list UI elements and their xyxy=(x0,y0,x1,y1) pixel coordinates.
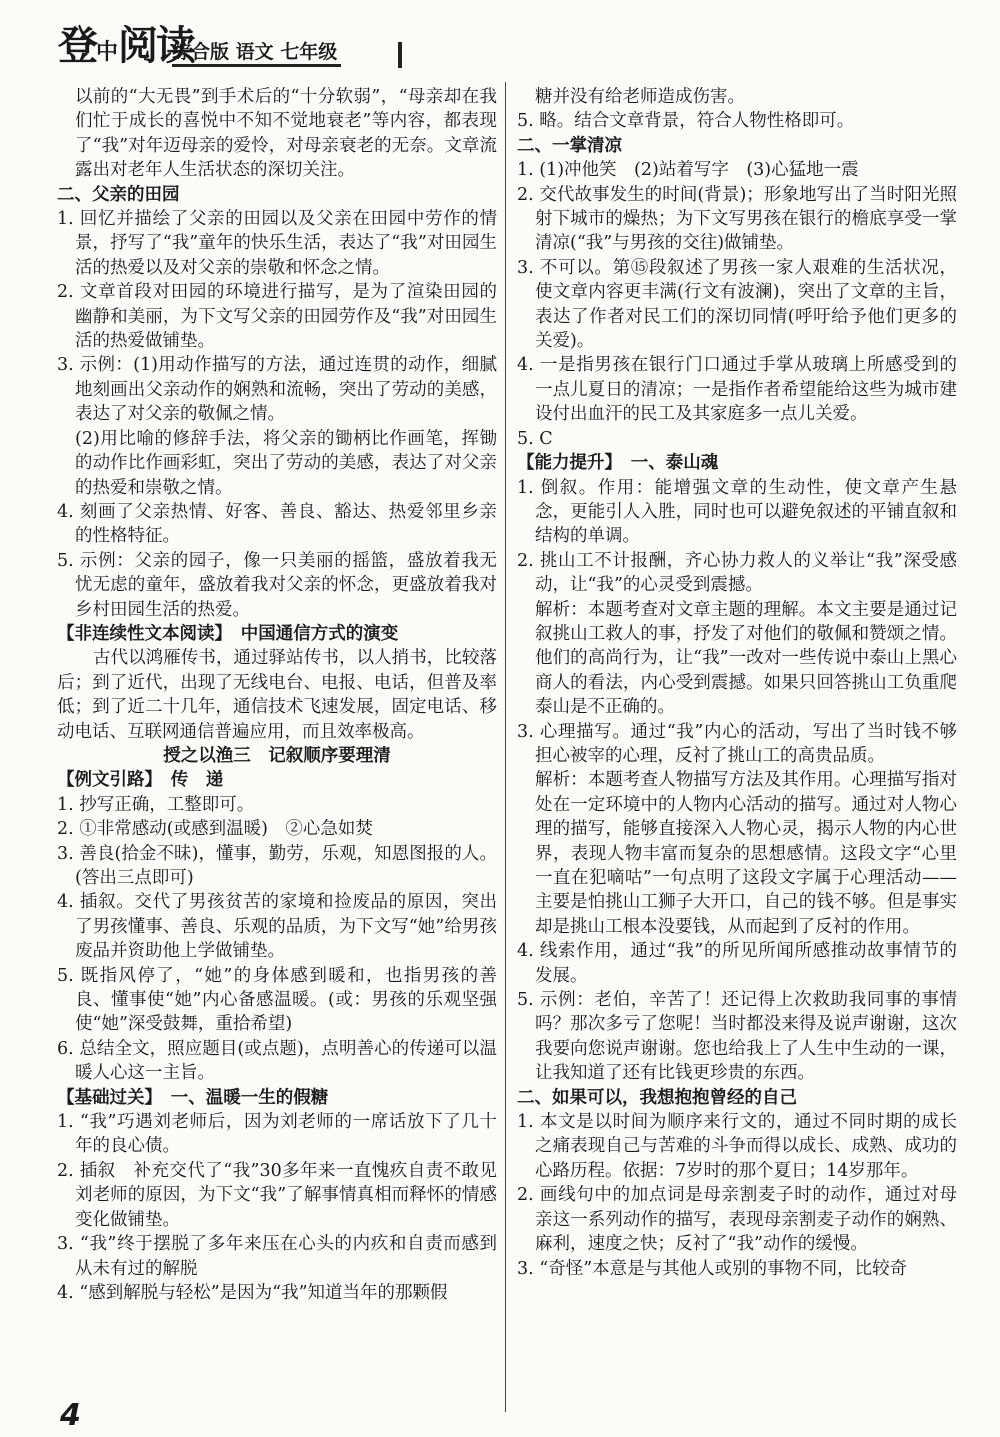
answer-line: 二、如果可以，我想抱抱曾经的自己 xyxy=(517,1087,797,1108)
answer-line: 3. 不可以。第⑮段叙述了男孩一家人艰难的生活状况，使文章内容更丰满(行文有波澜)，突出了文章的主旨，表达了作者对民工们的深切同情(呼吁给予他们更多的关爱)。 xyxy=(517,257,957,352)
answer-line: 2. 挑山工不计报酬，齐心协力救人的义举让“我”深受感动，让“我”的心灵受到震撼。 xyxy=(517,550,957,596)
answer-line: 4. 一是指男孩在银行门口通过手掌从玻璃上所感受到的一点儿夏日的清凉；一是指作者希望能给这些为城市建设付出血汗的民工及其家庭多一点儿关爱。 xyxy=(517,355,957,425)
answer-line: 2. ①非常感动(或感到温暖) ②心急如焚 xyxy=(57,819,373,840)
answer-line: 【基础过关】 一、温暖一生的假糖 xyxy=(57,1087,329,1108)
answer-line: 1. 回忆并描绘了父亲的田园以及父亲在田园中劳作的情景，抒写了“我”童年的快乐生活，表达了“我”对田园生活的热爱以及对父亲的崇敬和怀念之情。 xyxy=(57,209,497,278)
answer-line: 1. “我”巧遇刘老师后，因为刘老师的一席话放下了几十年的良心债。 xyxy=(57,1112,497,1157)
answer-line: 4. 插叙。交代了男孩贫苦的家境和捡废品的原因，突出了男孩懂事、善良、乐观的品质，为下文写“她”给男孩废品并资助他上学做铺垫。 xyxy=(57,892,497,962)
column-divider xyxy=(505,82,506,1412)
answer-line: 二、父亲的田园 xyxy=(57,184,180,205)
answer-line: 1. 倒叙。作用：能增强文章的生动性，使文章产生悬念，更能引人入胜，同时也可以避免叙述的平铺直叙和结构的单调。 xyxy=(517,477,957,547)
answer-line: 4. “感到解脱与轻松”是因为“我”知道当年的那颗假 xyxy=(57,1282,448,1303)
answer-line: (2)用比喻的修辞手法，将父亲的锄柄比作画笔，挥锄的动作比作画彩虹，突出了劳动的美感，表达了对父亲的热爱和崇敬之情。 xyxy=(75,428,497,498)
answer-line: 1. 本文是以时间为顺序来行文的，通过不同时期的成长之痛表现自己与苦难的斗争而得以成长、成熟、成功的心路历程。依据：7岁时的那个夏日；14岁那年。 xyxy=(517,1112,957,1181)
answer-line: 解析：本题考查对文章主题的理解。本文主要是通过记叙挑山工救人的事，抒发了对他们的敬佩和赞颂之情。他们的高尚行为，让“我”一改对一些传说中泰山上黑心商人的看法，内心受到震撼。如果只回答挑山工负重爬泰山是不正确的。 xyxy=(535,599,957,718)
answer-line: 3. 示例：(1)用动作描写的方法，通过连贯的动作，细腻地刻画出父亲动作的娴熟和流畅，突出了劳动的美感，表达了对父亲的敬佩之情。 xyxy=(57,355,497,425)
answer-line: 6. 总结全文，照应题目(或点题)，点明善心的传递可以温暖人心这一主旨。 xyxy=(57,1038,497,1084)
answer-line: 5. 示例：父亲的园子，像一只美丽的摇篮，盛放着我无忧无虑的童年，盛放着我对父亲的怀念，更盛放着我对乡村田园生活的热爱。 xyxy=(57,550,497,620)
series-logo: 登中阅读 xyxy=(58,22,195,69)
page-number: 4 xyxy=(60,1398,81,1433)
book-edition-label: 综合版 语文 七年级 xyxy=(172,40,341,67)
left-column xyxy=(57,85,497,1305)
answer-line: 3. 善良(拾金不昧)，懂事，勤劳，乐观，知恩图报的人。(答出三点即可) xyxy=(57,843,497,888)
answer-line: 解析：本题考查人物描写方法及其作用。心理描写指对处在一定环境中的人物内心活动的描写。通过对人物心理的描写，能够直接深入人物心灵，揭示人物的内心世界，表现人物丰富而复杂的思想感情。这段文字“心里一直在犯嘀咕”一句点明了这段文字属于心理活动——主要是怕挑山工狮子大开口，自己的钱不够。但是事实却是挑山工根本没要钱，从而起到了反衬的作用。 xyxy=(535,770,957,937)
page-header xyxy=(58,20,348,75)
answer-line: 【能力提升】 一、泰山魂 xyxy=(517,453,719,474)
answer-line: 1. 抄写正确，工整即可。 xyxy=(57,794,255,815)
answer-line: 4. 刻画了父亲热情、好客、善良、豁达、热爱邻里乡亲的性格特征。 xyxy=(57,501,497,547)
header-bar xyxy=(398,42,402,68)
answer-line: 4. 线索作用，通过“我”的所见所闻所感推动故事情节的发展。 xyxy=(517,941,957,986)
answer-line: 2. 插叙 补充交代了“我”30多年来一直愧疚自责不敢见刘老师的原因，为下文“我”了解事情真相而释怀的情感变化做铺垫。 xyxy=(57,1160,497,1230)
answer-line: 授之以渔三 记叙顺序要理清 xyxy=(163,745,391,766)
answer-line: 以前的“大无畏”到手术后的“十分软弱”，“母亲却在我们忙于成长的喜悦中不知不觉地衰老”等内容，都表现了“我”对年迈母亲的爱怜，对母亲衰老的无奈。文章流露出对老年人生活状态的深切关注。 xyxy=(75,87,497,181)
answer-line: 2. 文章首段对田园的环境进行描写，是为了渲染田园的幽静和美丽，为下文写父亲的田园劳作及“我”对田园生活的热爱做铺垫。 xyxy=(57,282,497,352)
answer-line: 2. 画线句中的加点词是母亲割麦子时的动作，通过对母亲这一系列动作的描写，表现母亲割麦子动作的娴熟、麻利，速度之快；反衬了“我”动作的缓慢。 xyxy=(517,1185,957,1255)
answer-line: 5. 示例：老伯，辛苦了！还记得上次救助我同事的事情吗？那次多亏了您呢！当时都没来得及说声谢谢，这次我要向您说声谢谢。您也给我上了人生中生动的一课，让我知道了还有比钱更珍贵的东西。 xyxy=(517,990,957,1084)
answer-line: 古代以鸿雁传书，通过驿站传书，以人捎书，比较落后；到了近代，出现了无线电台、电报、电话，但普及率低；到了近二十几年，通信技术飞速发展，固定电话、移动电话、互联网通信普遍应用，而且效率极高。 xyxy=(57,648,497,742)
answer-line: 2. 交代故事发生的时间(背景)；形象地写出了当时阳光照射下城市的燥热；为下文写男孩在银行的檐底享受一掌清凉(“我”与男孩的交往)做铺垫。 xyxy=(517,184,957,254)
answer-line: 【非连续性文本阅读】 中国通信方式的演变 xyxy=(57,623,399,644)
answer-line: 5. 略。结合文章背景，符合人物性格即可。 xyxy=(517,111,855,132)
answer-line: 1. (1)冲他笑 (2)站着写字 (3)心猛地一震 xyxy=(517,160,859,181)
answer-line: 3. 心理描写。通过“我”内心的活动，写出了当时钱不够担心被宰的心理，反衬了挑山工的高贵品质。 xyxy=(517,721,957,766)
answer-line: 二、一掌清凉 xyxy=(517,135,622,156)
answer-line: 5. C xyxy=(517,428,553,449)
answer-line: 【例文引路】 传 递 xyxy=(57,770,224,791)
answer-line: 5. 既指风停了，“她”的身体感到暖和，也指男孩的善良、懂事使“她”内心备感温暖。(或：男孩的乐观坚强使“她”深受鼓舞，重拾希望) xyxy=(57,965,497,1035)
answer-line: 糖并没有给老师造成伤害。 xyxy=(535,87,745,107)
answer-line: 3. “我”终于摆脱了多年来压在心头的内疚和自责而感到从未有过的解脱 xyxy=(57,1234,497,1279)
answer-line: 3. “奇怪”本意是与其他人或别的事物不同，比较奇 xyxy=(517,1258,908,1279)
right-column xyxy=(517,85,957,1281)
